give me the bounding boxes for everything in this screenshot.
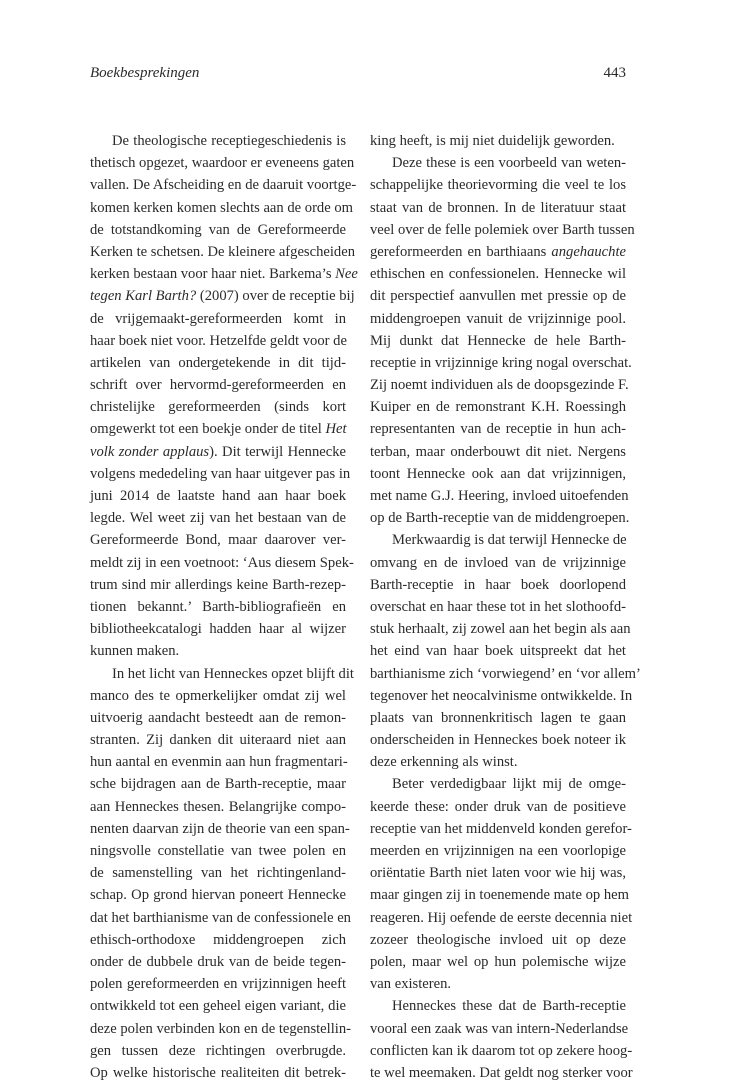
text-line <box>370 796 626 818</box>
line-text: met name G.J. Heering, invloed uitoefenden <box>370 488 629 504</box>
text-line <box>90 330 346 352</box>
line-text: staat van de bronnen. In de literatuur staat <box>370 199 626 216</box>
line-text: nenten daarvan zijn de theorie van een span- <box>90 820 350 837</box>
line-text: dit perspectief aanvullen met pressie op de <box>370 288 626 305</box>
text-line <box>370 818 632 840</box>
text-line <box>90 640 346 662</box>
line-text: op de Barth-receptie van de middengroepen. <box>370 510 630 527</box>
text-line <box>90 485 346 507</box>
text-line <box>370 263 626 285</box>
line-text: ethisch-orthodoxe middengroepen zich <box>90 931 346 948</box>
text-line <box>90 596 346 618</box>
text-line <box>90 907 351 929</box>
line-text: omgewerkt tot een boekje onder de titel <box>90 421 326 438</box>
text-line <box>370 308 626 330</box>
line-text: kunnen maken. <box>90 643 180 660</box>
line-text: plaats van bronnenkritisch lagen te gaan <box>370 709 626 726</box>
line-text: De theologische receptiegeschiedenis is <box>112 133 346 149</box>
line-text: legde. Wel weet zij van het bestaan van de <box>90 510 346 527</box>
text-line <box>90 396 346 418</box>
text-line <box>370 995 626 1017</box>
text-line <box>370 596 626 618</box>
text-line <box>370 529 626 551</box>
line-text: Gereformeerde Bond, maar daarover ver- <box>90 532 346 549</box>
text-line <box>90 174 357 196</box>
text-line <box>90 773 346 795</box>
line-text: polen gereformeerden en vrijzinnigen heeft <box>90 976 346 993</box>
line-text: bibliotheekcatalogi hadden haar al wijzer <box>90 621 346 638</box>
section-title: Boekbesprekingen <box>90 65 200 81</box>
line-text: aan Henneckes thesen. Belangrijke compo- <box>90 798 346 815</box>
text-line <box>90 840 346 862</box>
italic-title: volk zonder applaus <box>90 443 210 460</box>
line-text: zozeer theologische invloed uit op deze <box>370 931 626 948</box>
text-line <box>90 818 350 840</box>
text-line <box>90 1062 346 1084</box>
line-text: te wel meemaken. Dat geldt nog sterker voor <box>370 1064 633 1081</box>
line-text: Zij noemt individuen als de doopsgezinde F. <box>370 377 629 394</box>
line-text: stuk herhaalt, zij zowel aan het begin als aan <box>370 621 631 638</box>
text-line <box>370 1040 633 1062</box>
text-line <box>90 796 346 818</box>
line-text: meldt zij in een voetnoot: ‘Aus diesem Spek- <box>90 554 354 571</box>
line-text: Mij dunkt dat Hennecke de hele Barth- <box>370 332 626 349</box>
text-line <box>90 152 355 174</box>
line-text: terban, maar onderbouwt dit niet. Nergens <box>370 443 626 460</box>
text-line <box>370 552 626 574</box>
text-line <box>90 463 351 485</box>
text-line <box>90 1040 346 1062</box>
line-text: tegenover het neocalvinisme ontwikkelde. In <box>370 687 633 704</box>
line-text: manco des te opmerkelijker omdat zij wel <box>90 687 346 704</box>
line-text: (2007) over de receptie bij <box>196 288 355 305</box>
text-line <box>370 884 629 906</box>
text-line <box>370 929 626 951</box>
text-line <box>370 663 641 685</box>
text-line <box>370 396 626 418</box>
line-text: de vrijgemaakt-gereformeerden komt in <box>90 310 346 327</box>
text-line <box>370 418 626 440</box>
line-text: barthianisme zich ‘vorwiegend’ en ‘vor allem’ <box>370 665 641 682</box>
text-line <box>90 197 354 219</box>
line-text: christelijke gereformeerden (sinds kort <box>90 399 346 416</box>
line-text: receptie in vrijzinnige kring nogal overschat. <box>370 354 632 371</box>
text-line <box>90 418 346 440</box>
page-number: 443 <box>603 65 626 81</box>
text-line <box>370 374 629 396</box>
text-line <box>370 330 626 352</box>
text-line <box>370 973 626 995</box>
line-text: hun aantal en evenmin aan hun fragmentari- <box>90 754 348 771</box>
text-line <box>370 441 626 463</box>
line-text: Kuiper en de remonstrant K.H. Roessingh <box>370 399 626 416</box>
line-text: omvang en de invloed van de vrijzinnige <box>370 554 626 571</box>
line-text: kerken bestaan voor haar niet. Barkema’s <box>90 266 336 283</box>
line-text: ningsvolle constellatie van twee polen en <box>90 843 346 859</box>
text-line <box>90 862 346 884</box>
line-text: haar boek niet voor. Hetzelfde geldt voor de <box>90 332 347 349</box>
line-text: receptie van het middenveld konden gerefor- <box>370 820 632 837</box>
text-line <box>90 263 358 285</box>
text-line <box>370 618 631 640</box>
line-text: gereformeerden en barthiaans <box>370 243 552 260</box>
text-line <box>370 862 626 884</box>
text-line <box>90 663 354 685</box>
text-line <box>370 152 626 174</box>
text-line <box>90 529 346 551</box>
text-line <box>370 352 632 374</box>
line-text: ontwikkeld tot een geheel eigen variant, die <box>90 998 346 1015</box>
text-line <box>370 951 626 973</box>
line-text: Beter verdedigbaar lijkt mij de omge- <box>392 776 626 793</box>
line-text: komen kerken komen slechts aan de orde om <box>90 199 354 216</box>
line-text: de totstandkoming van de Gereformeerde <box>90 221 346 238</box>
line-text: toont Hennecke ook aan dat vrijzinnigen, <box>370 465 626 482</box>
line-text: schrift over hervormd-gereformeerden en <box>90 377 346 394</box>
text-line <box>370 485 629 507</box>
line-text: conflicten kan ik daarom tot op zekere hoog- <box>370 1042 633 1059</box>
line-text: gen tussen deze richtingen overbrugde. <box>90 1042 346 1059</box>
line-text: dat het barthianisme van de confessionele en <box>90 909 351 926</box>
line-text: deze polen verbinden kon en de tegenstellin- <box>90 1020 351 1037</box>
text-line <box>370 751 626 773</box>
text-line <box>90 618 346 640</box>
text-line <box>370 1062 633 1084</box>
line-text: vallen. De Afscheiding en de daaruit voortge- <box>90 177 357 194</box>
text-line <box>90 884 346 906</box>
line-text: veel over de felle polemiek over Barth tussen <box>370 221 635 238</box>
text-line <box>90 130 346 152</box>
line-text: Henneckes these dat de Barth-receptie <box>392 998 626 1015</box>
italic-title: Nee <box>335 266 358 283</box>
line-text: representanten van de receptie in hun ach- <box>370 421 626 438</box>
line-text: ). Dit terwijl Hennecke <box>209 443 346 460</box>
text-line <box>90 707 346 729</box>
text-line <box>90 574 346 596</box>
line-text: tionen bekannt.’ Barth-bibliografieën en <box>90 598 346 615</box>
line-text: meerden en vrijzinnigen na een voorlopige <box>370 843 626 859</box>
line-text: thetisch opgezet, waardoor er eveneens gaten <box>90 155 355 172</box>
line-text: ethischen en confessionelen. Hennecke wil <box>370 266 626 283</box>
text-line <box>90 352 346 374</box>
line-text: overschat en haar these tot in het slothoofd- <box>370 598 626 615</box>
line-text: schap. Op grond hiervan poneert Hennecke <box>90 887 346 904</box>
text-line <box>370 241 626 263</box>
text-line <box>370 463 626 485</box>
text-line <box>90 929 346 951</box>
text-line <box>90 285 355 307</box>
text-line <box>90 219 346 241</box>
line-text: In het licht van Henneckes opzet blijft dit <box>112 665 354 682</box>
line-text: oriëntatie Barth niet laten voor wie hij was, <box>370 865 626 882</box>
line-text: schappelijke theorievorming die veel te los <box>370 177 626 194</box>
text-line <box>90 441 346 463</box>
text-line <box>90 552 354 574</box>
line-text: reageren. Hij oefende de eerste decennia niet <box>370 909 633 926</box>
italic-title: tegen Karl Barth? <box>90 288 197 305</box>
line-text: artikelen van ondergetekende in dit tijd- <box>90 354 346 371</box>
text-line <box>90 951 346 973</box>
text-line <box>370 907 633 929</box>
text-line <box>370 840 626 862</box>
text-line <box>90 1018 351 1040</box>
line-text: volgens mededeling van haar uitgever pas in <box>90 465 351 482</box>
line-text: Merkwaardig is dat terwijl Hennecke de <box>392 532 627 549</box>
text-line <box>90 995 346 1017</box>
text-line <box>370 174 626 196</box>
text-line <box>370 507 630 529</box>
line-text: van existeren. <box>370 976 452 993</box>
text-line <box>90 751 346 773</box>
line-text: onder de dubbele druk van de beide tegen- <box>90 953 346 970</box>
text-line <box>370 640 626 662</box>
text-line <box>90 729 346 751</box>
running-head <box>90 62 626 84</box>
text-line <box>370 197 626 219</box>
line-text: king heeft, is mij niet duidelijk geworden. <box>370 133 615 149</box>
line-text: deze erkenning als winst. <box>370 754 518 771</box>
italic-title: Het <box>325 421 347 438</box>
text-line <box>370 707 626 729</box>
line-text: maar gingen zij in toenemende mate op hem <box>370 887 629 904</box>
text-line <box>370 574 626 596</box>
left-text-column <box>90 130 358 1084</box>
line-text: stranten. Zij danken dit uiteraard niet aan <box>90 732 346 749</box>
text-line <box>370 729 626 751</box>
line-text: Deze these is een voorbeeld van weten- <box>392 155 626 172</box>
line-text: juni 2014 de laatste hand aan haar boek <box>90 488 346 504</box>
text-line <box>90 973 346 995</box>
text-line <box>370 685 633 707</box>
text-line <box>370 130 626 152</box>
text-line <box>90 507 346 529</box>
line-text: uitvoerig aandacht besteedt aan de remon- <box>90 709 346 726</box>
italic-title: angehauchte <box>551 243 626 260</box>
text-line <box>90 685 346 707</box>
line-text: Kerken te schetsen. De kleinere afgescheiden <box>90 243 355 260</box>
line-text: Op welke historische realiteiten dit betrek- <box>90 1064 346 1081</box>
text-line <box>370 285 626 307</box>
line-text: trum sind mir allerdings keine Barth-rezep- <box>90 576 346 593</box>
line-text: Barth-receptie in haar boek doorlopend <box>370 576 626 593</box>
line-text: sche bijdragen aan de Barth-receptie, maar <box>90 776 346 793</box>
text-line <box>90 308 346 330</box>
text-line <box>90 374 346 396</box>
text-line <box>370 219 635 241</box>
text-line <box>370 773 626 795</box>
line-text: onderscheiden in Henneckes boek noteer ik <box>370 732 626 749</box>
line-text: de samenstelling van het richtingenland- <box>90 865 346 882</box>
text-line <box>90 241 355 263</box>
line-text: keerde these: onder druk van de positieve <box>370 798 626 815</box>
line-text: vooral een zaak was van intern-Nederlandse <box>370 1020 629 1037</box>
line-text: polen, maar wel op hun polemische wijze <box>370 953 626 970</box>
line-text: het eind van haar boek uitspreekt dat het <box>370 643 626 660</box>
text-line <box>370 1018 629 1040</box>
line-text: middengroepen vanuit de vrijzinnige pool. <box>370 310 626 327</box>
right-text-column <box>370 130 641 1084</box>
